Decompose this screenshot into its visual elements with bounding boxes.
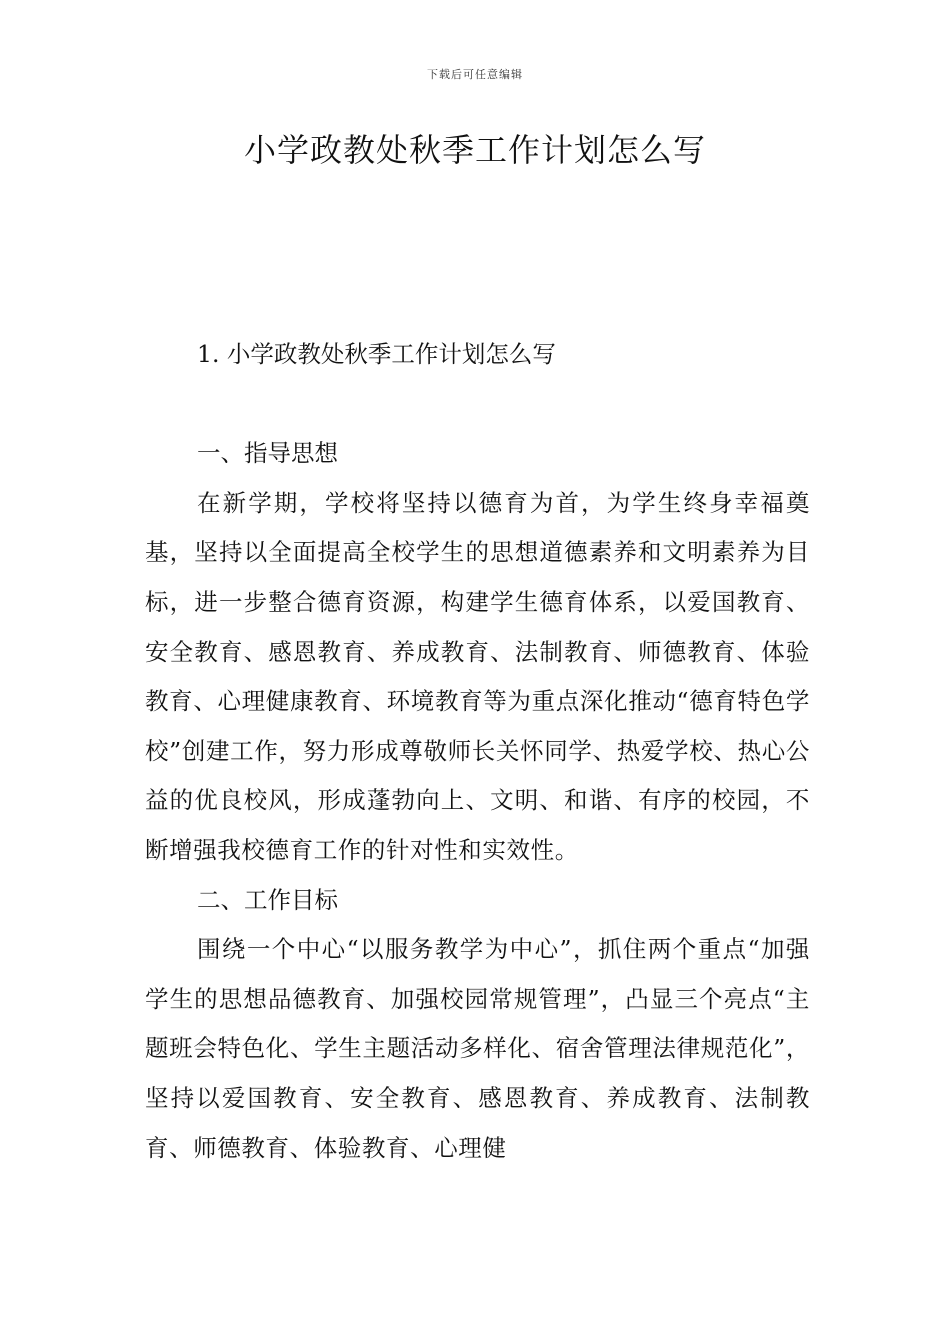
document-body [145,330,810,1173]
header-note: 下载后可任意编辑 [427,68,523,81]
section-heading-work-goals: 二、工作目标 [197,885,338,914]
section-heading-guiding-ideology: 一、指导思想 [197,439,338,468]
section-title: 1. 小学政教处秋季工作计划怎么写 [197,340,556,368]
document-title: 小学政教处秋季工作计划怎么写 [243,131,706,169]
paragraph-work-goals: 围绕一个中心“以服务教学为中心”，抓住两个重点“加强学生的思想品德教育、加强校园常规管理”，凸显三个亮点“主题班会特色化、学生主题活动多样化、宿舍管理法律规范化”，坚持以爱国教育、安全教育、感恩教育、养成教育、法制教育、师德教育、体验教育、心理健 [145,935,810,1162]
paragraph-guiding-ideology: 在新学期，学校将坚持以德育为首，为学生终身幸福奠基，坚持以全面提高全校学生的思想道德素养和文明素养为目标，进一步整合德育资源，构建学生德育体系，以爱国教育、安全教育、感恩教育、养成教育、法制教育、师德教育、体验教育、心理健康教育、环境教育等为重点深化推动“德育特色学校”创建工作，努力形成尊敬师长关怀同学、热爱学校、热心公益的优良校风，形成蓬勃向上、文明、和谐、有序的校园，不断增强我校德育工作的针对性和实效性。 [145,488,810,864]
blank-line [145,380,810,430]
